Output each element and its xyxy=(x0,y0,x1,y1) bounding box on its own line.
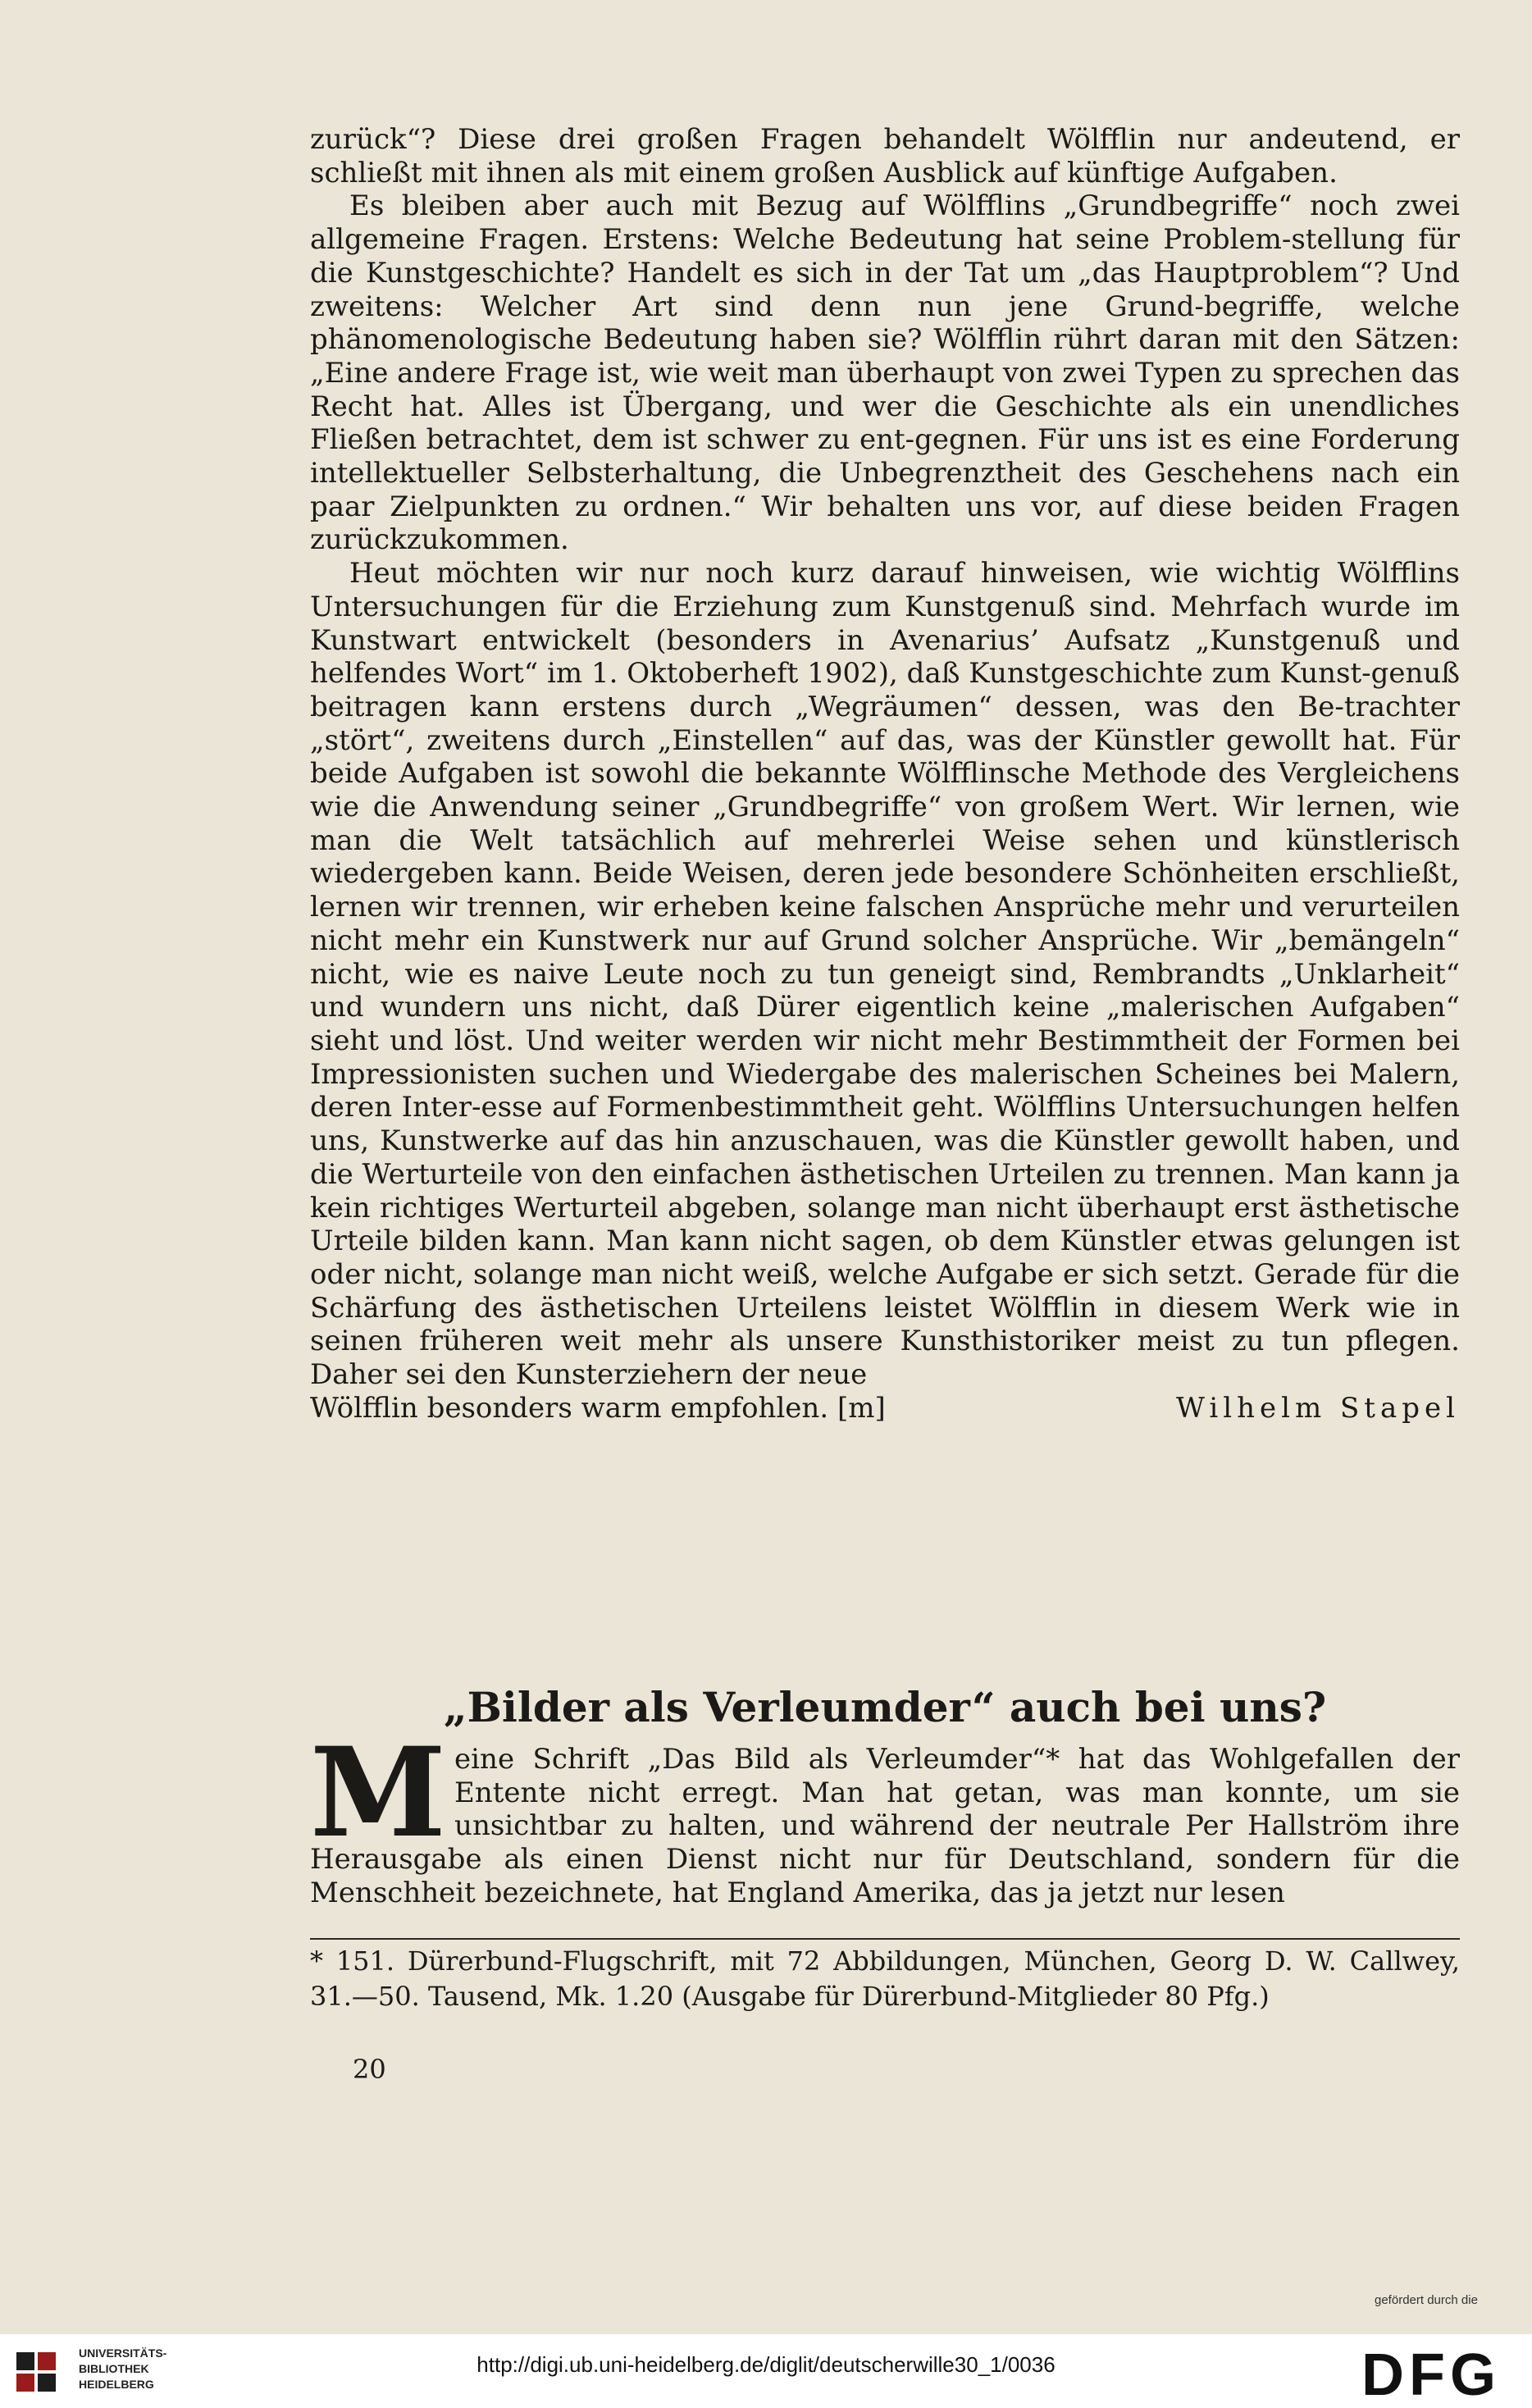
footnote-rule xyxy=(310,1938,1460,1940)
page-number: 20 xyxy=(353,2054,386,2085)
main-text-block xyxy=(310,123,1460,1425)
library-line-3: HEIDELBERG xyxy=(79,2378,154,2391)
paragraph-1: zurück“? Diese drei großen Fragen behandelt Wölfflin nur andeutend, er schließt mit ihnen als mit einem großen Ausblick auf künftige Aufgaben. xyxy=(310,123,1460,189)
dfg-logo-icon xyxy=(1345,2341,1517,2401)
paragraph-2: Es bleiben aber auch mit Bezug auf Wölfflins „Grundbegriffe“ noch zwei allgemeine Fragen. Erstens: Welche Bedeutung hat seine Problem-stellung für die Kunstgeschichte? Handelt es sich in der Tat um „das Hauptproblem“? Und zweitens: Welcher Art sind denn nun jene Grund-begriffe, welche phänomenologische Bedeutung haben sie? Wölfflin rührt daran mit den Sätzen: „Eine andere Frage ist, wie weit man überhaupt von zwei Typen zu sprechen das Recht hat. Alles ist Übergang, und wer die Geschichte als ein unendliches Fließen betrachtet, dem ist schwer zu ent-gegnen. Für uns ist es eine Forderung intellektueller Selbsterhaltung, die Unbegrenztheit des Geschehens nach ein paar Zielpunkten zu ordnen.“ Wir behalten uns vor, auf diese beiden Fragen zurückzukommen. xyxy=(310,189,1460,557)
closing-line xyxy=(310,1392,1460,1425)
article-body xyxy=(310,1721,1460,1910)
funding-note: gefördert durch die xyxy=(1375,2293,1478,2307)
library-line-1: UNIVERSITÄTS- xyxy=(79,2346,167,2360)
library-line-2: BIBLIOTHEK xyxy=(79,2362,149,2375)
article-text: eine Schrift „Das Bild als Verleumder“* hat das Wohlgefallen der Entente nicht erregt. Man hat getan, was man konnte, um sie unsichtbar zu halten, und während der neutrale Per Hallström ihre Herausgabe als einen Dienst nicht nur für Deutschland, sondern für die Menschheit bezeichnete, hat England Amerika, das ja jetzt nur lesen xyxy=(310,1743,1460,1909)
article-heading: „Bilder als Verleumder“ auch bei uns? xyxy=(443,1683,1327,1731)
closing-text: Wölfflin besonders warm empfohlen. [m] xyxy=(310,1391,886,1425)
source-url-link[interactable]: http://digi.ub.uni-heidelberg.de/diglit/deutscherwille30_1/0036 xyxy=(476,2352,1056,2377)
paragraph-3: Heut möchten wir nur noch kurz darauf hinweisen, wie wichtig Wölfflins Untersuchungen für die Erziehung zum Kunstgenuß sind. Mehrfach wurde im Kunstwart entwickelt (besonders in Avenarius’ Aufsatz „Kunstgenuß und helfendes Wort“ im 1. Oktoberheft 1902), daß Kunstgeschichte zum Kunst-genuß beitragen kann erstens durch „Wegräumen“ dessen, was den Be-trachter „stört“, zweitens durch „Einstellen“ auf das, was der Künstler gewollt hat. Für beide Aufgaben ist sowohl die bekannte Wölfflinsche Methode des Vergleichens wie die Anwendung seiner „Grundbegriffe“ von großem Wert. Wir lernen, wie man die Welt tatsächlich auf mehrerlei Weise sehen und künstlerisch wiedergeben kann. Beide Weisen, deren jede besondere Schönheiten erschließt, lernen wir trennen, wir erheben keine falschen Ansprüche mehr und verurteilen nicht mehr ein Kunstwerk nur auf Grund solcher Ansprüche. Wir „bemängeln“ nicht, wie es naive Leute noch zu tun geneigt sind, Rembrandts „Unklarheit“ und wundern uns nicht, daß Dürer eigentlich keine „malerischen Aufgaben“ sieht und löst. Und weiter werden wir nicht mehr Bestimmtheit der Formen bei Impressionisten suchen und Wiedergabe des malerischen Scheines bei Malern, deren Inter-esse auf Formenbestimmtheit geht. Wölfflins Untersuchungen helfen uns, Kunstwerke auf das hin anzuschauen, was die Künstler gewollt haben, und die Werturteile von den einfachen ästhetischen Urteilen zu trennen. Man kann ja kein richtiges Werturteil abgeben, solange man nicht überhaupt erst ästhetische Urteile bilden kann. Man kann nicht sagen, ob dem Künstler etwas gelungen ist oder nicht, solange man nicht weiß, welche Aufgabe er sich setzt. Gerade für die Schärfung des ästhetischen Urteilens leistet Wölfflin in diesem Werk wie in seinen früheren weit mehr als unsere Kunsthistoriker meist zu tun pflegen. Daher sei den Kunsterziehern der neue xyxy=(310,557,1460,1392)
footer-bar xyxy=(0,2334,1532,2408)
author-signature: Wilhelm Stapel xyxy=(1175,1391,1460,1425)
article-paragraph xyxy=(310,1721,1460,1910)
drop-cap: M xyxy=(310,1721,447,1865)
footnote: * 151. Dürerbund-Flugschrift, mit 72 Abbildungen, München, Georg D. W. Callwey, 31.—50. Tausend, Mk. 1.20 (Ausgabe für Dürerbund-Mitglieder 80 Pfg.) xyxy=(310,1945,1460,2012)
dfg-logo-text: DFG xyxy=(1361,2342,1501,2401)
